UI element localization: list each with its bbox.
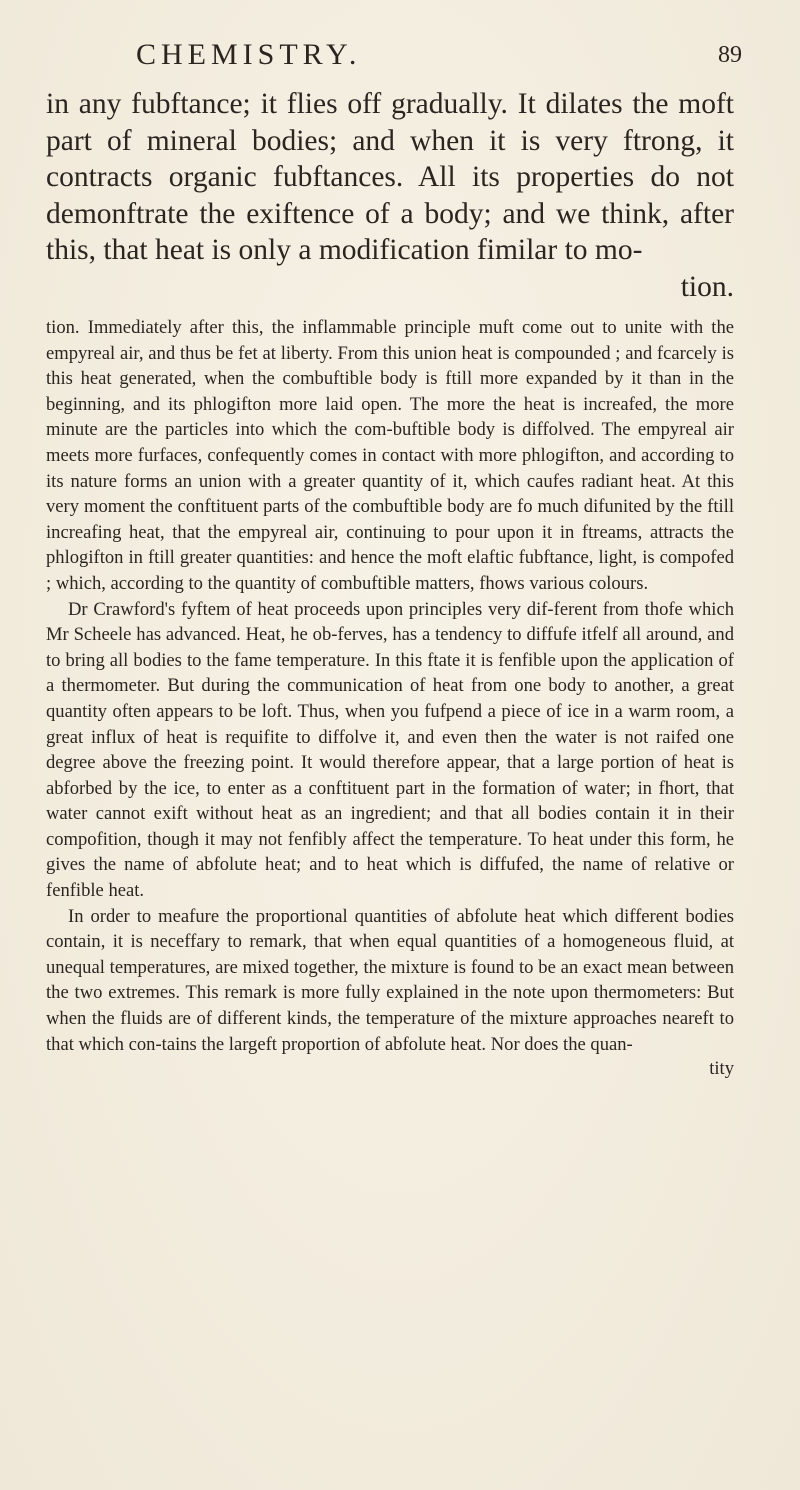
paragraph-2: Dr Crawford's fyftem of heat proceeds upon principles very dif-ferent from thofe which Mr Scheele has advanced. Heat, he ob-ferves, has a tendency to diffufe itfelf all around, and to bring all bodies to the fame temperature. In this ftate it is fenfible upon the application of a thermometer. But during the communication of heat from one body to another, a great quantity often appears to be loft. Thus, when you fufpend a piece of ice in a warm room, a great influx of heat is requifite to diffolve it, and even then the water is not raifed one degree above the freezing point. It would therefore appear, that a large portion of heat is abforbed by the ice, to enter as a conftituent part in the formation of water; in fhort, that water cannot exift without heat as an ingredient; and that all bodies contain it in their compofition, though it may not fenfibly affect the temperature. To heat under this form, he gives the name of abfolute heat; and to heat which is diffufed, the name of relative or fenfible heat. bbox=[46, 598, 734, 902]
lead-last-line: tion. bbox=[680, 270, 734, 303]
page-number: 89 bbox=[718, 42, 742, 68]
body-text-block bbox=[46, 315, 734, 1057]
paragraph-3: In order to meafure the proportional quantities of abfolute heat which different bodies contain, it is neceffary to remark, that when equal quantities of a homogeneous fluid, at unequal temperatures, are mixed together, the mixture is found to be an exact mean between the two extremes. This remark is more fully explained in the note upon thermometers: But when the fluids are of different kinds, the temperature of the mixture approaches neareft to that which con-tains the largeft proportion of abfolute heat. Nor does the quan- bbox=[46, 905, 734, 1055]
page-header bbox=[46, 38, 742, 86]
lead-text: in any fubftance; it flies off gradually. It dilates the moft part of mineral bodies; and when it is very ftrong, it contracts organic fubftances. All its properties do not demonftrate the exiftence of a body; and we think, after this, that heat is only a modification fimilar to mo- bbox=[46, 88, 734, 266]
catchword: tity bbox=[709, 1058, 734, 1080]
lead-paragraph bbox=[46, 86, 734, 305]
paragraph-1: tion. Immediately after this, the inflammable principle muft come out to unite with the empyreal air, and thus be fet at liberty. From this union heat is compounded ; and fcarcely is this heat generated, when the combuftible body is ftill more expanded by it than in the beginning, and its phlogifton more laid open. The more the heat is increafed, the more minute are the particles into which the com-buftible body is diffolved. The empyreal air meets more furfaces, confequently comes in contact with more phlogifton, and according to its nature forms an union with a greater quantity of it, which caufes radiant heat. At this very moment the conftituent parts of the combuftible body are fo much difunited by the ftill increafing heat, that the empyreal air, continuing to pour upon it in ftreams, attracts the phlogifton in ftill greater quantities: and hence the moft elaftic fubftance, light, is compofed ; which, according to the quantity of combuftible matters, fhows various colours. bbox=[46, 317, 734, 594]
running-head: CHEMISTRY. bbox=[136, 38, 362, 71]
